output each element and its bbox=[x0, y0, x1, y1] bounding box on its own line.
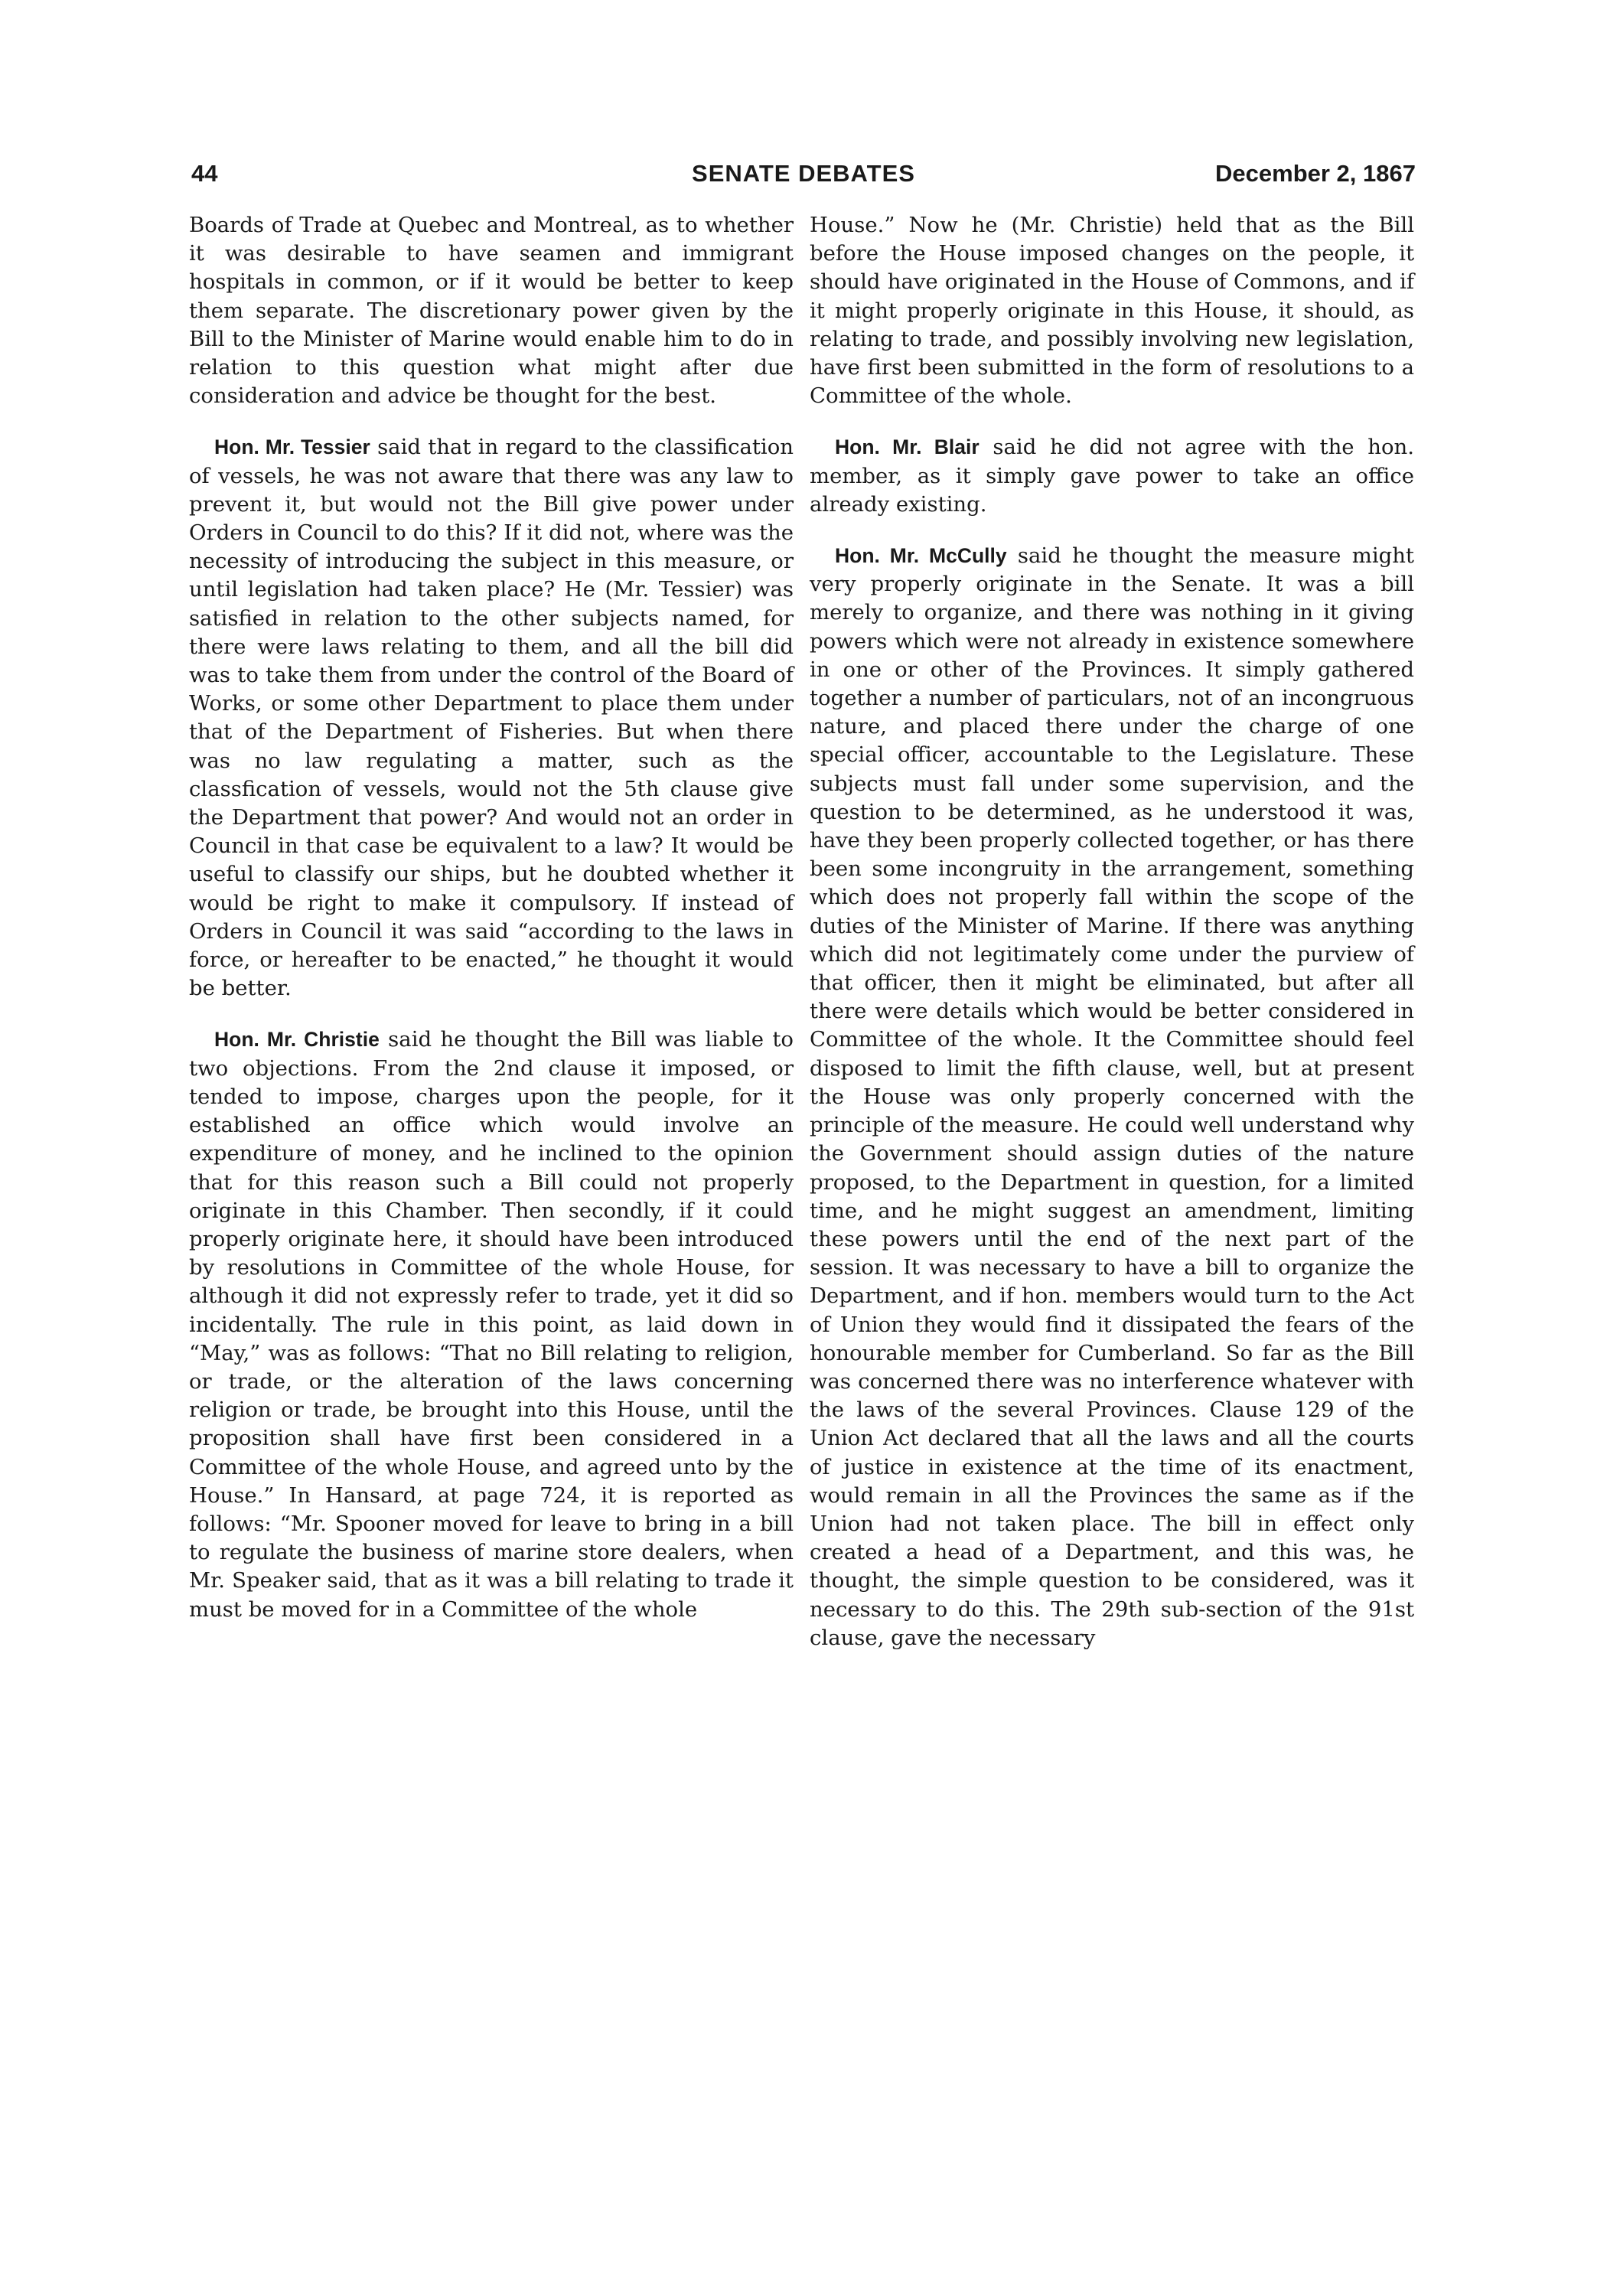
right-column bbox=[810, 211, 1414, 1675]
paragraph-text: said he did not agree with the hon. member, as it simply gave power to take an office already existing. bbox=[810, 435, 1414, 517]
paragraph-tessier bbox=[189, 433, 794, 1003]
page-number: 44 bbox=[191, 160, 218, 187]
paragraph-blair bbox=[810, 433, 1414, 519]
header-date: December 2, 1867 bbox=[1215, 160, 1416, 187]
running-title: SENATE DEBATES bbox=[692, 160, 915, 187]
page-header bbox=[191, 158, 1416, 189]
paragraph-text: said that in regard to the classification of vessels, he was not aware that there was any law to prevent it, but would not the Bill give power under Orders in Council to do this? If it did not, where was the necessity of introducing the subject in this measure, or until legislation had taken place? He (Mr. Tessier) was satisfied in relation to the other subjects named, for there were laws relating to them, and all the bill did was to take them from under the control of the Board of Works, or some other Department to place them under that of the Department of Fisheries. But when there was no law regulating a matter, such as the classfication of vessels, would not the 5th clause give the Department that power? And would not an order in Council in that case be equivalent to a law? It would be useful to classify our ships, but he doubted whether it would be right to make it compulsory. If instead of Orders in Council it was said “according to the laws in force, or hereafter to be enacted,” he thought it would be better. bbox=[189, 435, 794, 1001]
paragraph-continuation bbox=[810, 211, 1414, 410]
paragraph-text: said he thought the Bill was liable to two objections. From the 2nd clause it imposed, or tended to impose, charges upon the people, for it established an office which would involve an expenditure of money, and he inclined to the opinion that for this reason such a Bill could not properly originate in this Chamber. Then secondly, if it could properly originate here, it should have been introduced by resolutions in Committee of the whole House, for although it did not expressly refer to trade, yet it did so incidentally. The rule in this point, as laid down in “May,” was as follows: “That no Bill relating to religion, or trade, or the alteration of the laws concerning religion or trade, be brought into this House, until the proposition shall have first been considered in a Committee of the whole House, and agreed unto by the House.” In Hansard, at page 724, it is reported as follows: “Mr. Spooner moved for leave to bring in a bill to regulate the business of marine store dealers, when Mr. Speaker said, that as it was a bill relating to trade it must be moved for in a Committee of the whole bbox=[189, 1027, 794, 1622]
speaker-name: Hon. Mr. Christie bbox=[214, 1028, 380, 1052]
paragraph-text: Boards of Trade at Quebec and Montreal, as to whether it was desirable to have seamen and immigrant hospitals in common, or if it would be better to keep them separate. The discretionary power given by the Bill to the Minister of Marine would enable him to do in relation to this question what might after due consideration and advice be thought for the best. bbox=[189, 213, 794, 409]
paragraph-christie bbox=[189, 1026, 794, 1623]
speaker-name: Hon. Mr. Tessier bbox=[214, 435, 370, 459]
paragraph-continuation bbox=[189, 211, 794, 410]
paragraph-text: House.” Now he (Mr. Christie) held that as the Bill before the House imposed changes on the people, it should have originated in the House of Commons, and if it might properly originate in this House, it should, as relating to trade, and possibly involving new legislation, have first been submitted in the form of resolutions to a Committee of the whole. bbox=[810, 213, 1414, 409]
speaker-name: Hon. Mr. Blair bbox=[835, 435, 980, 459]
speaker-name: Hon. Mr. McCully bbox=[835, 544, 1007, 568]
paragraph-text: said he thought the measure might very properly originate in the Senate. It was a bill merely to organize, and there was nothing in it giving powers which were not already in existence somewhere in one or other of the Provinces. It simply gathered together a number of particulars, not of an incongruous nature, and placed there under the charge of one special officer, accountable to the Legislature. These subjects must fall under some supervision, and the question to be determined, as he understood it was, have they been properly collected together, or has there been some incongruity in the arrangement, something which does not properly fall within the scope of the duties of the Minister of Marine. If there was anything which did not legitimately come under the purview of that officer, then it might be eliminated, but after all there were details which would be better considered in Committee of the whole. It the Committee should feel disposed to limit the fifth clause, well, but at present the House was only properly concerned with the principle of the measure. He could well understand why the Government should assign duties of the nature proposed, to the Department in question, for a limited time, and he might suggest an amendment, limiting these powers until the end of the next part of the session. It was necessary to have a bill to organize the Department, and if hon. members would turn to the Act of Union they would find it dissipated the fears of the honourable member for Cumberland. So far as the Bill was concerned there was no interference whatever with the laws of the several Provinces. Clause 129 of the Union Act declared that all the laws and all the courts of justice in existence at the time of its enactment, would remain in all the Provinces the same as if the Union had not taken place. The bill in effect only created a head of a Department, and this was, he thought, the simple question to be considered, was it necessary to do this. The 29th sub-section of the 91st clause, gave the necessary bbox=[810, 543, 1414, 1650]
left-column bbox=[189, 211, 794, 1647]
paragraph-mccully bbox=[810, 542, 1414, 1652]
